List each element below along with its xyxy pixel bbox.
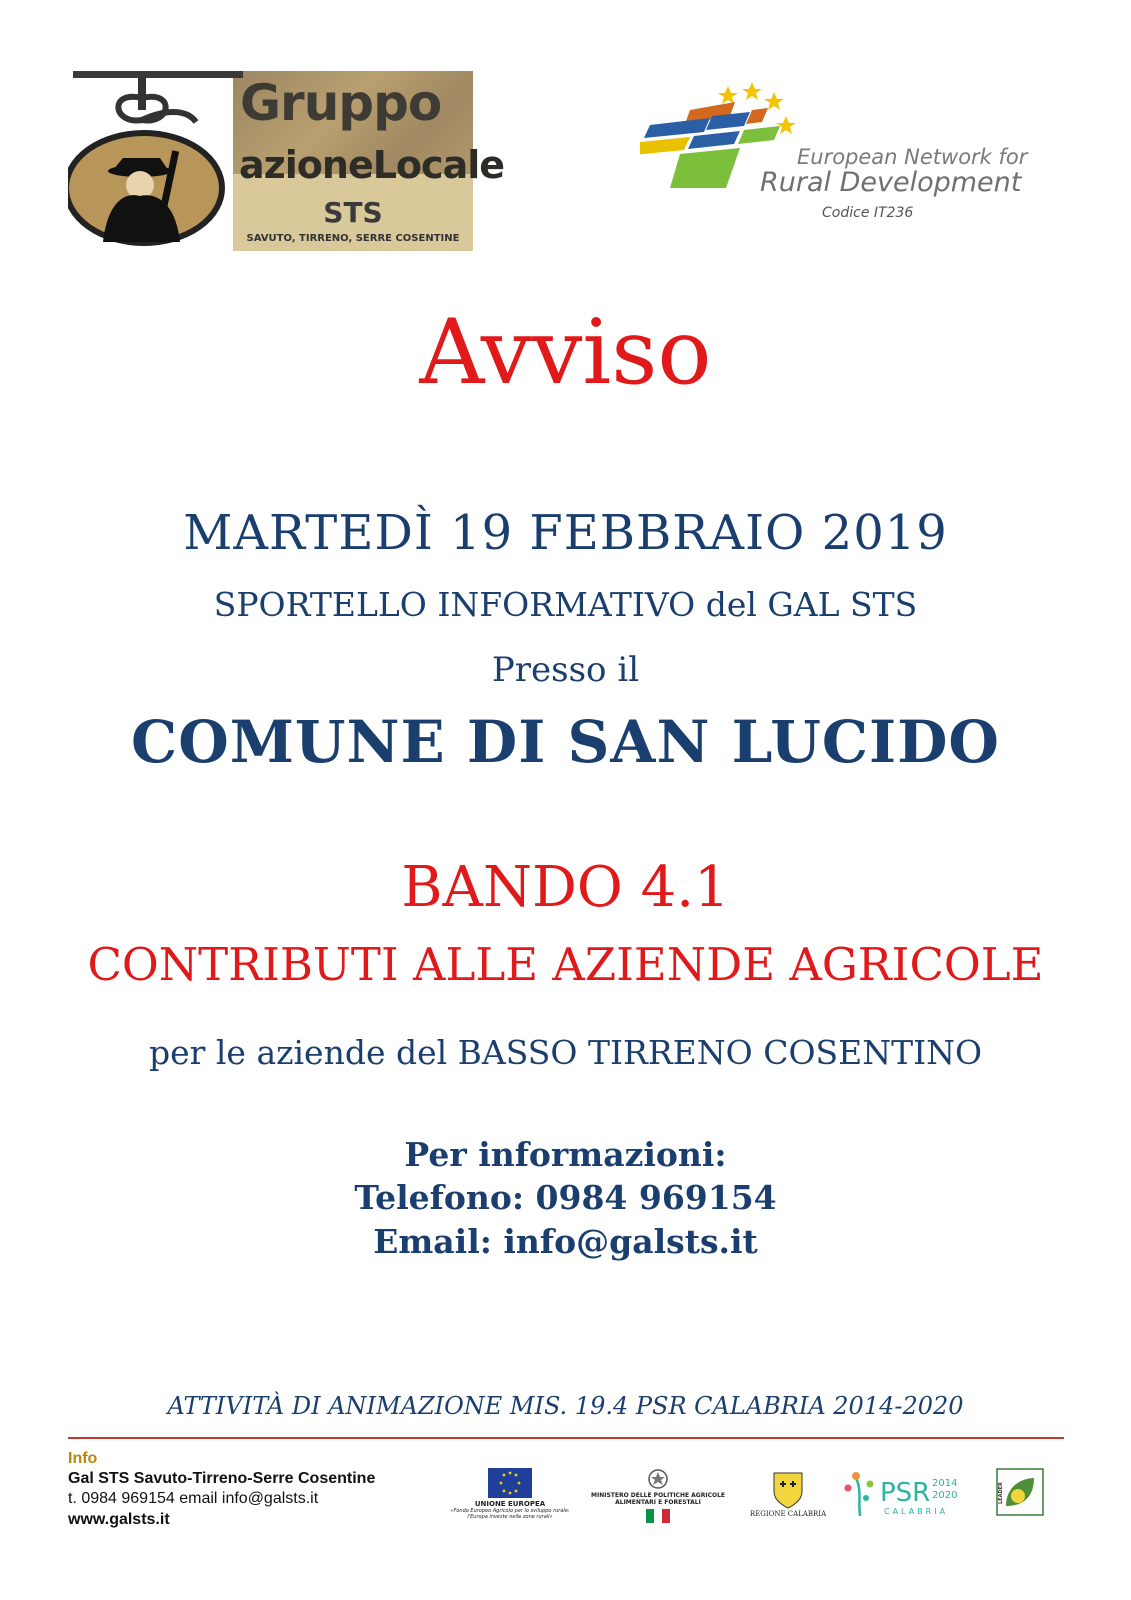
footer-website: www.galsts.it <box>68 1511 170 1528</box>
psr-plant-icon <box>840 1466 882 1518</box>
notice-title: Avviso <box>419 300 712 405</box>
gal-logo-sts: STS <box>323 196 383 229</box>
regione-calabria-logo <box>748 1470 828 1518</box>
notice-call: BANDO 4.1 <box>401 855 730 920</box>
psr-region: CALABRIA <box>884 1507 949 1516</box>
footer-org: Gal STS Savuto-Tirreno-Serre Cosentine <box>68 1470 376 1487</box>
sign-bar <box>73 71 243 78</box>
region-label: REGIONE CALABRIA <box>749 1510 827 1518</box>
ministry-logo <box>578 1468 738 1523</box>
italian-emblem-icon <box>647 1468 669 1492</box>
footer-contact: t. 0984 969154 email info@galsts.it <box>68 1490 319 1507</box>
footer-info-label: Info <box>68 1450 98 1467</box>
gal-logo-subtitle: azioneLocale <box>239 143 505 187</box>
notice-date: MARTEDÌ 19 FEBBRAIO 2019 <box>183 505 948 561</box>
notice-venue: COMUNE DI SAN LUCIDO <box>131 708 1000 776</box>
gal-logo-territory: SAVUTO, TIRRENO, SERRE COSENTINE <box>246 233 460 244</box>
enrd-logo-line1: European Network for <box>797 145 1028 169</box>
enrd-logo-line2: Rural Development <box>760 167 1022 198</box>
eu-logo <box>440 1468 580 1520</box>
psr-calabria-logo <box>840 1466 970 1522</box>
eu-flag-icon <box>488 1468 532 1498</box>
psr-year-end: 2020 <box>932 1490 958 1501</box>
activity-note: ATTIVITÀ DI ANIMAZIONE MIS. 19.4 PSR CALABRIA 2014-2020 <box>167 1392 964 1420</box>
ministry-label: MINISTERO DELLE POLITICHE AGRICOLE ALIMENTARI E FORESTALI <box>590 1492 726 1506</box>
info-heading: Per informazioni: <box>404 1135 727 1174</box>
notice-at: Presso il <box>491 650 640 690</box>
gal-logo-title: Gruppo <box>240 74 442 132</box>
footer-divider <box>68 1437 1064 1439</box>
enrd-code: Codice IT236 <box>822 205 914 221</box>
calabria-shield-icon <box>771 1470 805 1510</box>
leader-label: LEADER <box>998 1482 1004 1504</box>
info-email: Email: info@galsts.it <box>373 1222 758 1261</box>
innkeeper-sign-icon <box>68 70 248 252</box>
psr-year-start: 2014 <box>932 1478 958 1489</box>
leader-logo <box>996 1468 1044 1516</box>
psr-label: PSR <box>880 1478 931 1508</box>
notice-desk: SPORTELLO INFORMATIVO del GAL STS <box>213 585 918 624</box>
italian-flag-icon <box>646 1509 670 1523</box>
notice-call-subject: CONTRIBUTI ALLE AZIENDE AGRICOLE <box>87 938 1044 991</box>
eu-label: UNIONE EUROPEA <box>474 1500 546 1508</box>
eu-fund-label: «Fondo Europeo Agricolo per lo sviluppo rurale: l'Europa investe nelle zone rurali» <box>450 1508 570 1520</box>
info-phone: Telefono: 0984 969154 <box>354 1178 777 1217</box>
notice-target: per le aziende del BASSO TIRRENO COSENTINO <box>148 1033 983 1072</box>
